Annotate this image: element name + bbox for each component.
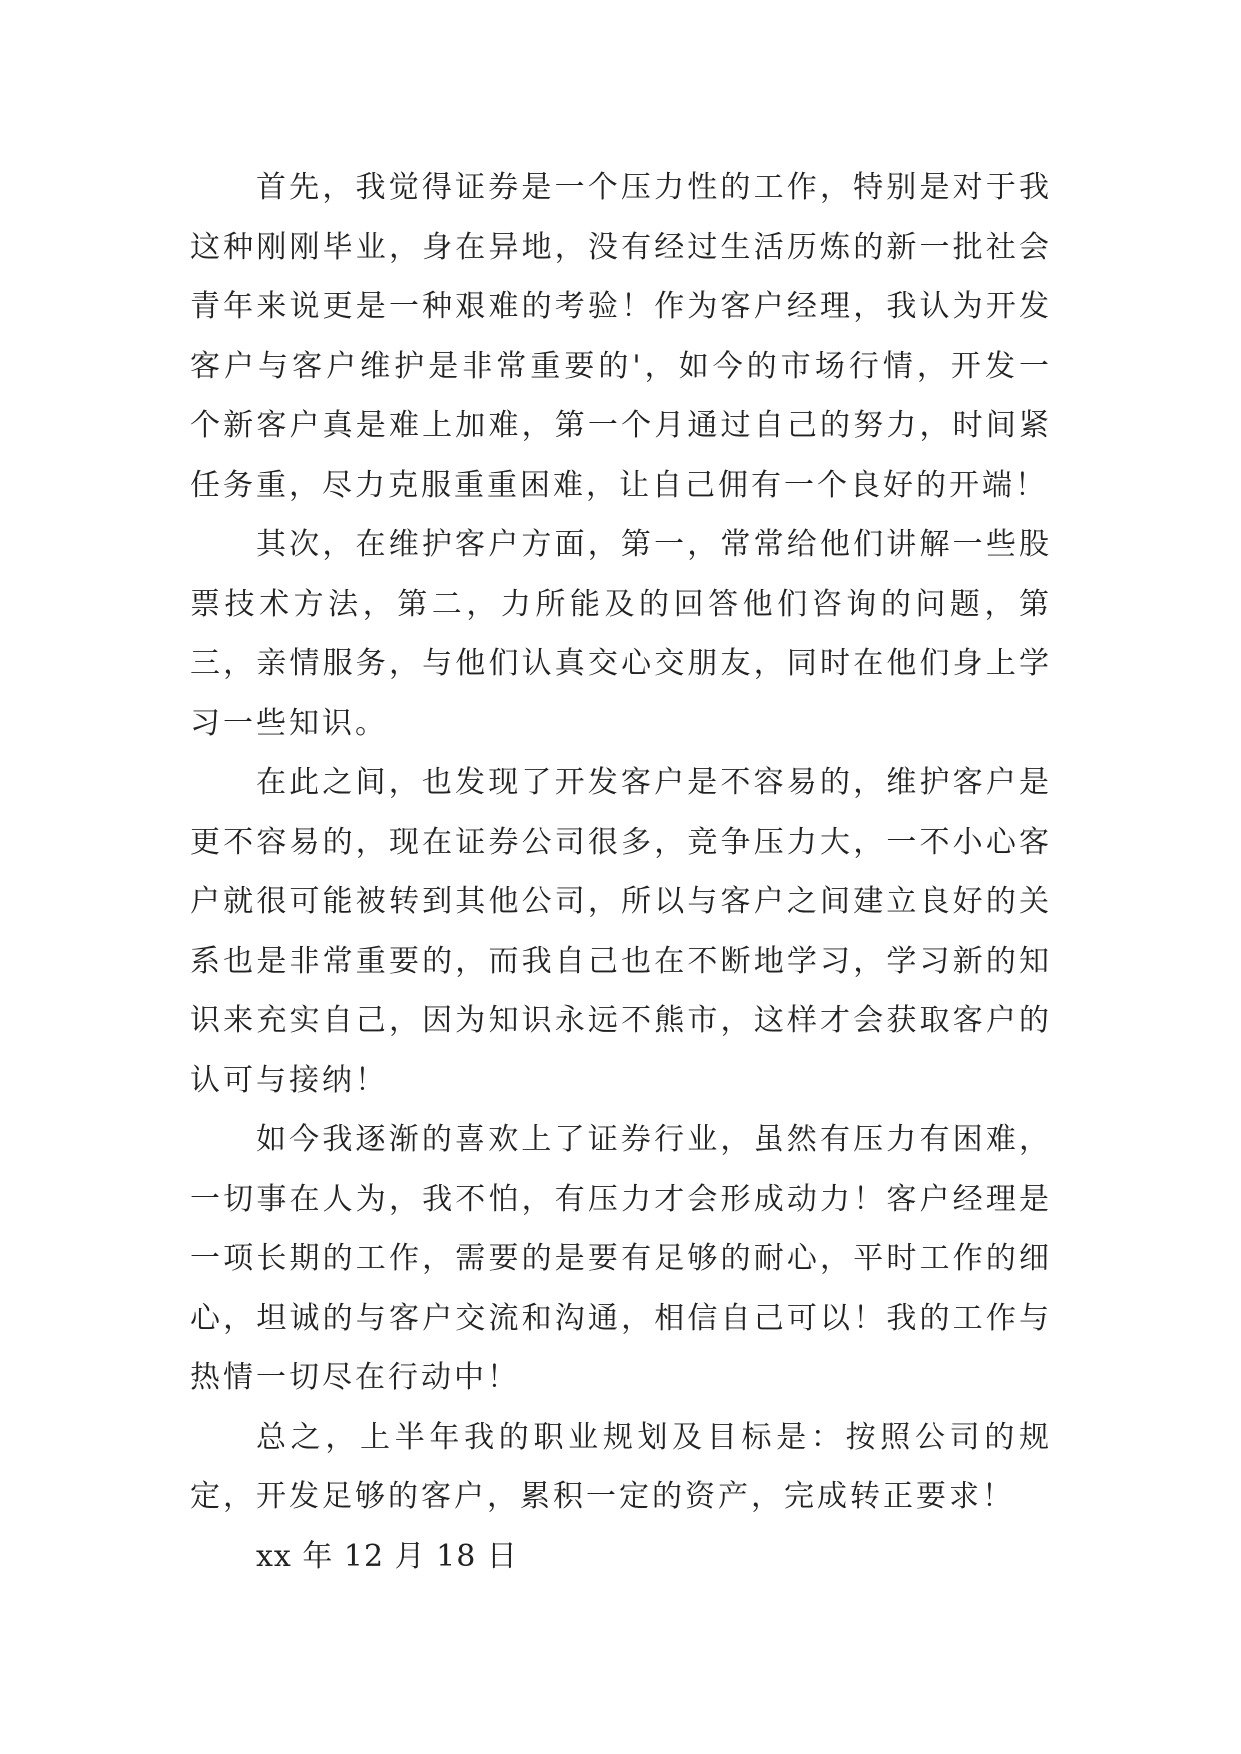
paragraph-competition: 在此之间，也发现了开发客户是不容易的，维护客户是更不容易的，现在证券公司很多，竞争压力大，一不小心客户就很可能被转到其他公司，所以与客户之间建立良好的关系也是非常重要的，而我自己也在不断地学习，学习新的知识来充实自己，因为知识永远不熊市，这样才会获取客户的认可与接纳！: [190, 765, 1052, 1098]
paragraph-client-maintenance: 其次，在维护客户方面，第一，常常给他们讲解一些股票技术方法，第二，力所能及的回答他们咨询的问题，第三，亲情服务，与他们认真交心交朋友，同时在他们身上学习一些知识。: [190, 527, 1052, 741]
document-date: xx 年 12 月 18 日: [256, 1538, 518, 1574]
paragraph-motivation: 如今我逐渐的喜欢上了证券行业，虽然有压力有困难，一切事在人为，我不怕，有压力才会形成动力！客户经理是一项长期的工作，需要的是要有足够的耐心，平时工作的细心，坦诚的与客户交流和沟通，相信自己可以！我的工作与热情一切尽在行动中！: [190, 1122, 1052, 1395]
paragraph-conclusion: 总之，上半年我的职业规划及目标是：按照公司的规定，开发足够的客户，累积一定的资产，完成转正要求！: [190, 1419, 1052, 1514]
paragraph-intro: 首先，我觉得证券是一个压力性的工作，特别是对于我这种刚刚毕业，身在异地，没有经过生活历炼的新一批社会青年来说更是一种艰难的考验！作为客户经理，我认为开发客户与客户维护是非常重要的'，如今的市场行情，开发一个新客户真是难上加难，第一个月通过自己的努力，时间紧任务重，尽力克服重重困难，让自己佣有一个良好的开端！: [190, 170, 1052, 503]
document-body: [190, 158, 1052, 1586]
